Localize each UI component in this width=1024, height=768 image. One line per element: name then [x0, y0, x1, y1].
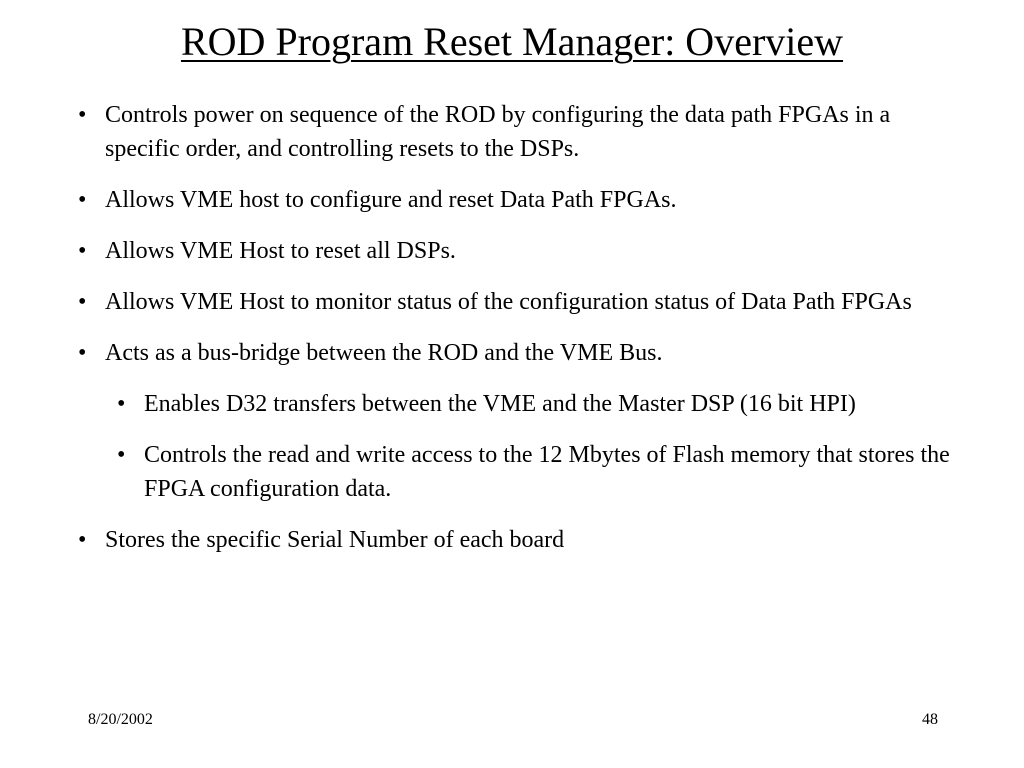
bullet-item [78, 183, 958, 217]
bullet-text: Stores the specific Serial Number of each board [105, 527, 565, 553]
bullet-text: Acts as a bus-bridge between the ROD and the VME Bus. [105, 340, 663, 366]
bullet-text: Controls power on sequence of the ROD by configuring the data path FPGAs in a specific order, and controlling resets to the DSPs. [105, 102, 891, 162]
bullet-item [78, 523, 958, 557]
bullet-text: Allows VME Host to reset all DSPs. [105, 238, 456, 264]
bullet-marker: • [78, 187, 87, 213]
bullet-text: Controls the read and write access to the 12 Mbytes of Flash memory that stores the FPGA configuration data. [144, 442, 950, 502]
bullet-marker: • [78, 527, 87, 553]
page-number: 48 [922, 711, 938, 728]
slide-title: ROD Program Reset Manager: Overview [180, 19, 844, 64]
bullet-marker: • [78, 102, 87, 128]
bullet-marker: • [78, 340, 87, 366]
bullet-marker: • [117, 391, 126, 417]
bullet-marker: • [117, 442, 126, 468]
bullet-marker: • [78, 289, 87, 315]
bullet-marker: • [78, 238, 87, 264]
bullet-text: Allows VME Host to monitor status of the configuration status of Data Path FPGAs [105, 289, 912, 315]
bullet-item [78, 285, 958, 319]
sub-bullet-item [117, 387, 958, 421]
sub-bullet-item [117, 438, 958, 506]
bullet-item [78, 98, 958, 166]
bullet-text: Enables D32 transfers between the VME and the Master DSP (16 bit HPI) [144, 391, 856, 417]
bullet-list [78, 98, 958, 574]
bullet-item [78, 336, 958, 370]
bullet-item [78, 234, 958, 268]
footer-date: 8/20/2002 [88, 711, 153, 728]
bullet-text: Allows VME host to configure and reset Data Path FPGAs. [105, 187, 677, 213]
